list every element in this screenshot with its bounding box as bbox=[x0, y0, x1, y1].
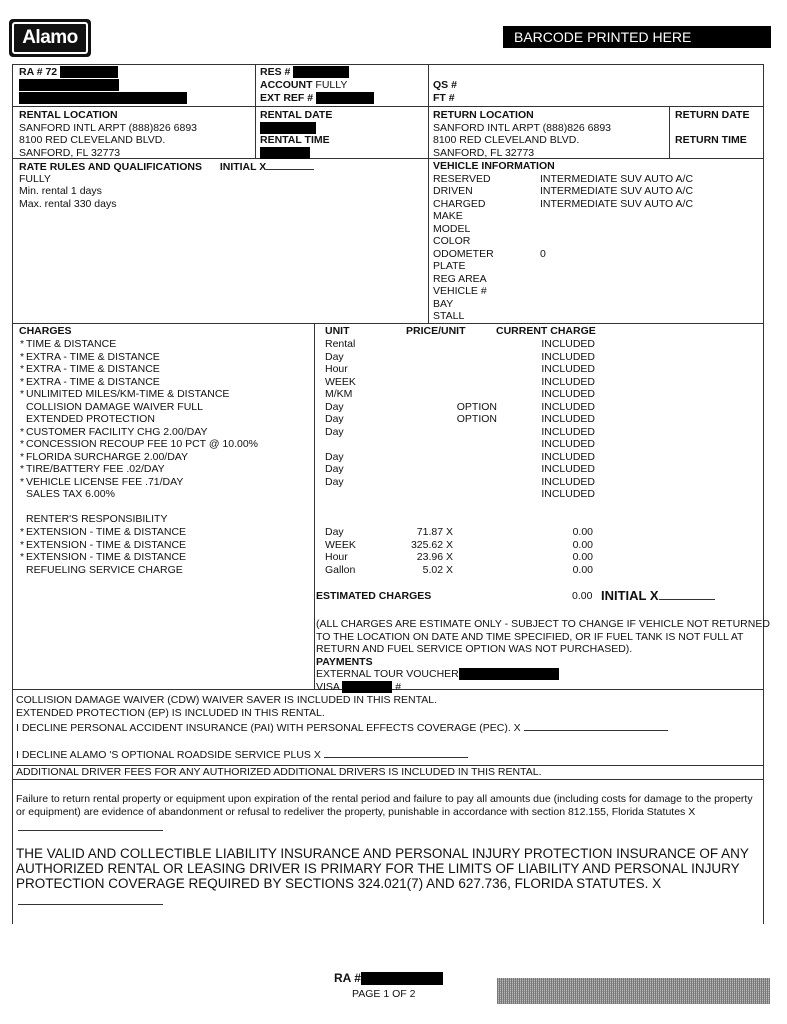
vehicle-field-label: ODOMETER bbox=[433, 247, 494, 260]
return-time-label: RETURN TIME bbox=[675, 134, 747, 146]
vline-return-date bbox=[669, 106, 670, 158]
charge-description: * EXTRA - TIME & DISTANCE bbox=[26, 363, 160, 376]
charge-current: INCLUDED bbox=[541, 438, 595, 450]
cdw-statement: COLLISION DAMAGE WAIVER (CDW) WAIVER SAVER IS INCLUDED IN THIS RENTAL. bbox=[16, 694, 438, 706]
price-header: PRICE/UNIT bbox=[406, 325, 466, 337]
charge-current: INCLUDED bbox=[541, 425, 595, 438]
failure-signature-line[interactable] bbox=[18, 830, 163, 831]
rate-rules bbox=[19, 160, 314, 210]
vehicle-info-row bbox=[433, 235, 758, 248]
charge-price: 23.96 X bbox=[416, 551, 453, 563]
qs-label: QS # bbox=[433, 79, 457, 91]
charge-current: 0.00 bbox=[572, 551, 593, 563]
frame-top bbox=[12, 64, 764, 65]
pai-decline-text: I DECLINE PERSONAL ACCIDENT INSURANCE (PAI) WITH PERSONAL EFFECTS COVERAGE (PEC). X bbox=[16, 722, 521, 734]
charge-price: 5.02 X bbox=[422, 563, 453, 576]
vehicle-info-row bbox=[433, 185, 758, 198]
vehicle-info-row bbox=[433, 273, 758, 286]
vehicle-field-label: CHARGED bbox=[433, 197, 486, 210]
charge-row bbox=[19, 363, 599, 376]
charge-unit: Gallon bbox=[325, 563, 356, 576]
charge-unit: Day bbox=[325, 450, 344, 463]
return-date-time bbox=[675, 109, 749, 147]
estimate-disclaimer bbox=[316, 618, 770, 693]
alamo-logo bbox=[9, 19, 91, 57]
charge-description: * TIME & DISTANCE bbox=[26, 338, 116, 351]
unit-header: UNIT bbox=[325, 325, 350, 337]
charges-header: CHARGES bbox=[19, 325, 72, 337]
vehicle-field-value: INTERMEDIATE SUV AUTO A/C bbox=[540, 172, 694, 185]
footer-ra bbox=[334, 972, 443, 985]
vline-return bbox=[428, 64, 429, 323]
vehicle-field-label: STALL bbox=[433, 310, 465, 322]
rental-location-line: 8100 RED CLEVELAND BLVD. bbox=[19, 134, 166, 146]
account-row bbox=[260, 79, 347, 92]
charge-price: OPTION bbox=[456, 400, 497, 413]
redacted-name-1 bbox=[19, 79, 119, 92]
charge-current: INCLUDED bbox=[541, 400, 595, 413]
vehicle-field-label: DRIVEN bbox=[433, 185, 473, 197]
charge-unit: Day bbox=[325, 475, 344, 488]
estimated-charges-value: 0.00 bbox=[572, 590, 593, 602]
charge-row bbox=[19, 564, 599, 577]
estimated-initial-label: INITIAL X bbox=[601, 588, 659, 603]
visa-label: VISA bbox=[316, 680, 340, 693]
barcode-graphic bbox=[497, 978, 770, 1004]
renter-table bbox=[19, 526, 599, 576]
rate-rule-line: Max. rental 330 days bbox=[19, 197, 117, 210]
charge-unit: WEEK bbox=[325, 538, 356, 551]
charge-row bbox=[19, 526, 599, 539]
rental-location-line: SANFORD, FL 32773 bbox=[19, 146, 121, 159]
rental-location bbox=[19, 109, 197, 159]
return-location-line: SANFORD INTL ARPT (888)826 6893 bbox=[433, 121, 611, 134]
charge-description: * EXTRA - TIME & DISTANCE bbox=[26, 351, 160, 364]
charge-unit: Day bbox=[325, 526, 344, 538]
vehicle-info-row bbox=[433, 310, 758, 323]
page-number: PAGE 1 OF 2 bbox=[352, 988, 416, 1000]
charge-current: INCLUDED bbox=[541, 450, 595, 463]
vehicle-field-label: RESERVED bbox=[433, 172, 491, 185]
roadside-decline bbox=[16, 748, 468, 762]
rental-location-line: SANFORD INTL ARPT (888)826 6893 bbox=[19, 121, 197, 134]
redacted-rental-time bbox=[260, 147, 310, 159]
vehicle-field-label: VEHICLE # bbox=[433, 285, 487, 297]
vehicle-info-row bbox=[433, 248, 758, 261]
charges-table bbox=[19, 338, 599, 501]
charge-unit: Rental bbox=[325, 338, 356, 350]
disclaimer-line: TO THE LOCATION ON DATE AND TIME SPECIFIED, OR IF FUEL TANK IS NOT FULL AT bbox=[316, 630, 744, 643]
return-location-line: 8100 RED CLEVELAND BLVD. bbox=[433, 134, 580, 146]
charge-current: 0.00 bbox=[572, 526, 593, 538]
charge-description: * TIRE/BATTERY FEE .02/DAY bbox=[26, 463, 165, 476]
liability-signature-line[interactable] bbox=[18, 904, 163, 905]
return-location bbox=[433, 109, 611, 159]
estimated-initial bbox=[601, 588, 715, 603]
disclaimer-line: (ALL CHARGES ARE ESTIMATE ONLY - SUBJECT TO CHANGE IF VEHICLE NOT RETURNED bbox=[316, 618, 770, 630]
charge-unit: Hour bbox=[325, 551, 348, 563]
vehicle-info-row bbox=[433, 260, 758, 273]
divider-after-ra bbox=[12, 106, 764, 107]
charge-current: INCLUDED bbox=[541, 338, 595, 350]
divider-after-driver-fees bbox=[12, 779, 764, 780]
charge-price: OPTION bbox=[456, 413, 497, 425]
liability-line: AUTHORIZED RENTAL OR LEASING DRIVER IS PRIMARY FOR THE LIMITS OF LIABILITY AND PERSONAL INJURY bbox=[16, 861, 740, 876]
failure-line: or equipment) are evidence of abandonment or refusal to redeliver the property, punishable in accordance with section 812.155, Florida Statutes X bbox=[16, 805, 696, 818]
ra-number bbox=[19, 66, 118, 79]
vline-rental-date bbox=[255, 64, 256, 158]
vehicle-field-label: MODEL bbox=[433, 222, 471, 235]
redacted-ext-ref bbox=[316, 92, 374, 104]
charge-unit: WEEK bbox=[325, 375, 356, 388]
charge-description: * UNLIMITED MILES/KM-TIME & DISTANCE bbox=[26, 388, 229, 401]
charge-unit: Hour bbox=[325, 363, 348, 375]
rate-rule-line: FULLY bbox=[19, 172, 51, 185]
return-location-label: RETURN LOCATION bbox=[433, 109, 534, 121]
liability-line: THE VALID AND COLLECTIBLE LIABILITY INSURANCE AND PERSONAL INJURY PROTECTION INSURANCE OF ANY bbox=[16, 846, 749, 861]
charge-description: SALES TAX 6.00% bbox=[26, 488, 115, 500]
charge-current: INCLUDED bbox=[541, 463, 595, 475]
vehicle-field-label: COLOR bbox=[433, 235, 471, 247]
liability-statement bbox=[16, 846, 760, 891]
account-value: FULLY bbox=[315, 79, 348, 91]
charge-description: * EXTENSION - TIME & DISTANCE bbox=[26, 551, 186, 564]
charge-row bbox=[19, 376, 599, 389]
charge-row bbox=[19, 401, 599, 414]
vehicle-field-value: INTERMEDIATE SUV AUTO A/C bbox=[540, 197, 694, 210]
roadside-decline-text: I DECLINE ALAMO 'S OPTIONAL ROADSIDE SERVICE PLUS X bbox=[16, 749, 321, 761]
ep-statement: EXTENDED PROTECTION (EP) IS INCLUDED IN THIS RENTAL. bbox=[16, 707, 325, 719]
pai-signature-blank[interactable] bbox=[524, 721, 668, 731]
charge-description: REFUELING SERVICE CHARGE bbox=[26, 563, 183, 576]
payments-label: PAYMENTS bbox=[316, 655, 373, 668]
charge-row bbox=[19, 476, 599, 489]
charge-current: INCLUDED bbox=[541, 363, 595, 375]
charge-description: * EXTENSION - TIME & DISTANCE bbox=[26, 539, 186, 552]
redacted-res bbox=[293, 66, 349, 78]
footer-ra-label: RA # bbox=[334, 971, 361, 985]
charge-row bbox=[19, 388, 599, 401]
vehicle-info-row bbox=[433, 173, 758, 186]
rental-location-label: RENTAL LOCATION bbox=[19, 109, 118, 121]
charge-row bbox=[19, 488, 599, 501]
divider-after-vehicle bbox=[12, 323, 764, 324]
charge-current: INCLUDED bbox=[541, 475, 595, 488]
vehicle-field-label: MAKE bbox=[433, 210, 463, 222]
failure-line: Failure to return rental property or equipment upon expiration of the rental period and failure to pay all amounts due (including costs for damage to the property bbox=[16, 793, 753, 805]
charge-row bbox=[19, 426, 599, 439]
renter-responsibility-label: RENTER'S RESPONSIBILITY bbox=[26, 513, 168, 525]
pai-decline bbox=[16, 721, 668, 735]
vehicle-info-row bbox=[433, 210, 758, 223]
vehicle-info-label: VEHICLE INFORMATION bbox=[433, 160, 555, 172]
charge-row bbox=[19, 413, 599, 426]
charge-price: 71.87 X bbox=[416, 526, 453, 538]
disclaimer-line: RETURN AND FUEL SERVICE OPTION WAS NOT PURCHASED). bbox=[316, 643, 633, 655]
vehicle-info-row bbox=[433, 223, 758, 236]
charge-unit: Day bbox=[325, 463, 344, 475]
current-charge-header: CURRENT CHARGE bbox=[496, 325, 596, 337]
redacted-rental-date bbox=[260, 122, 316, 134]
vehicle-information bbox=[433, 160, 758, 323]
vehicle-field-value: 0 bbox=[540, 247, 546, 260]
charge-description: COLLISION DAMAGE WAIVER FULL bbox=[26, 400, 203, 413]
charge-current: INCLUDED bbox=[541, 488, 595, 500]
liability-line: PROTECTION COVERAGE REQUIRED BY SECTIONS 324.021(7) AND 627.736, FLORIDA STATUTES. X bbox=[16, 876, 662, 891]
vehicle-info-row bbox=[433, 298, 758, 311]
additional-driver-fees: ADDITIONAL DRIVER FEES FOR ANY AUTHORIZED ADDITIONAL DRIVERS IS INCLUDED IN THIS RENTAL. bbox=[16, 766, 542, 778]
charge-current: 0.00 bbox=[572, 538, 593, 551]
charge-current: INCLUDED bbox=[541, 350, 595, 363]
rental-time-label: RENTAL TIME bbox=[260, 134, 330, 146]
vehicle-field-label: BAY bbox=[433, 297, 454, 310]
charge-current: INCLUDED bbox=[541, 413, 595, 425]
vehicle-info-row bbox=[433, 285, 758, 298]
charge-description: * VEHICLE LICENSE FEE .71/DAY bbox=[26, 476, 183, 489]
charge-unit: M/KM bbox=[325, 388, 353, 400]
charge-description: * CUSTOMER FACILITY CHG 2.00/DAY bbox=[26, 426, 207, 439]
charge-row bbox=[19, 463, 599, 476]
estimated-initial-blank bbox=[659, 588, 715, 600]
frame-right bbox=[763, 64, 764, 924]
frame-left bbox=[12, 64, 13, 924]
charge-unit: Day bbox=[325, 400, 344, 413]
charge-row bbox=[19, 351, 599, 364]
vehicle-field-label: PLATE bbox=[433, 260, 466, 272]
redacted-name-2 bbox=[19, 92, 187, 105]
charge-row bbox=[19, 539, 599, 552]
charge-unit: Day bbox=[325, 350, 344, 363]
visa-suffix: # bbox=[395, 680, 402, 693]
voucher-label: EXTERNAL TOUR VOUCHER bbox=[316, 668, 459, 680]
charge-unit: Day bbox=[325, 425, 344, 438]
rate-initial-label: INITIAL X bbox=[219, 161, 267, 173]
redacted-voucher bbox=[459, 668, 559, 680]
return-location-line: SANFORD, FL 32773 bbox=[433, 146, 535, 159]
ext-ref-row bbox=[260, 92, 374, 105]
redacted-visa bbox=[342, 681, 392, 693]
charge-description: EXTENDED PROTECTION bbox=[26, 413, 155, 425]
charge-row bbox=[19, 551, 599, 564]
vehicle-info-row bbox=[433, 198, 758, 211]
ra-label: RA # 72 bbox=[19, 66, 58, 78]
charge-row bbox=[19, 338, 599, 351]
vehicle-field-value: INTERMEDIATE SUV AUTO A/C bbox=[540, 185, 694, 197]
account-label: ACCOUNT bbox=[260, 79, 313, 91]
charge-price: 325.62 X bbox=[410, 538, 453, 551]
charge-description: * CONCESSION RECOUP FEE 10 PCT @ 10.00% bbox=[26, 438, 258, 451]
charge-unit: Day bbox=[325, 413, 344, 425]
charge-row bbox=[19, 451, 599, 464]
vehicle-field-label: REG AREA bbox=[433, 272, 487, 285]
charge-description: * EXTENSION - TIME & DISTANCE bbox=[26, 526, 186, 539]
res-number bbox=[260, 66, 349, 79]
rate-rules-label: RATE RULES AND QUALIFICATIONS bbox=[19, 161, 202, 173]
rate-initial-blank bbox=[266, 160, 314, 170]
barcode-label: BARCODE PRINTED HERE bbox=[503, 26, 771, 48]
charge-current: INCLUDED bbox=[541, 375, 595, 388]
ext-ref-label: EXT REF # bbox=[260, 92, 314, 104]
ft-label: FT # bbox=[433, 92, 455, 104]
charge-description: * EXTRA - TIME & DISTANCE bbox=[26, 376, 160, 389]
charge-current: INCLUDED bbox=[541, 388, 595, 400]
roadside-signature-blank[interactable] bbox=[324, 748, 468, 758]
return-date-label: RETURN DATE bbox=[675, 109, 750, 121]
redacted-ra bbox=[60, 66, 118, 78]
rental-date-label: RENTAL DATE bbox=[260, 109, 333, 121]
rental-date-time bbox=[260, 109, 332, 159]
estimated-charges-label: ESTIMATED CHARGES bbox=[316, 590, 432, 602]
charge-description: * FLORIDA SURCHARGE 2.00/DAY bbox=[26, 451, 188, 464]
rate-rule-line: Min. rental 1 days bbox=[19, 185, 102, 197]
redacted-footer-ra bbox=[361, 972, 443, 985]
failure-to-return-notice bbox=[16, 793, 760, 818]
charge-row bbox=[19, 438, 599, 451]
charge-current: 0.00 bbox=[572, 563, 593, 576]
logo-text: Alamo bbox=[12, 22, 88, 54]
res-label: RES # bbox=[260, 66, 291, 78]
